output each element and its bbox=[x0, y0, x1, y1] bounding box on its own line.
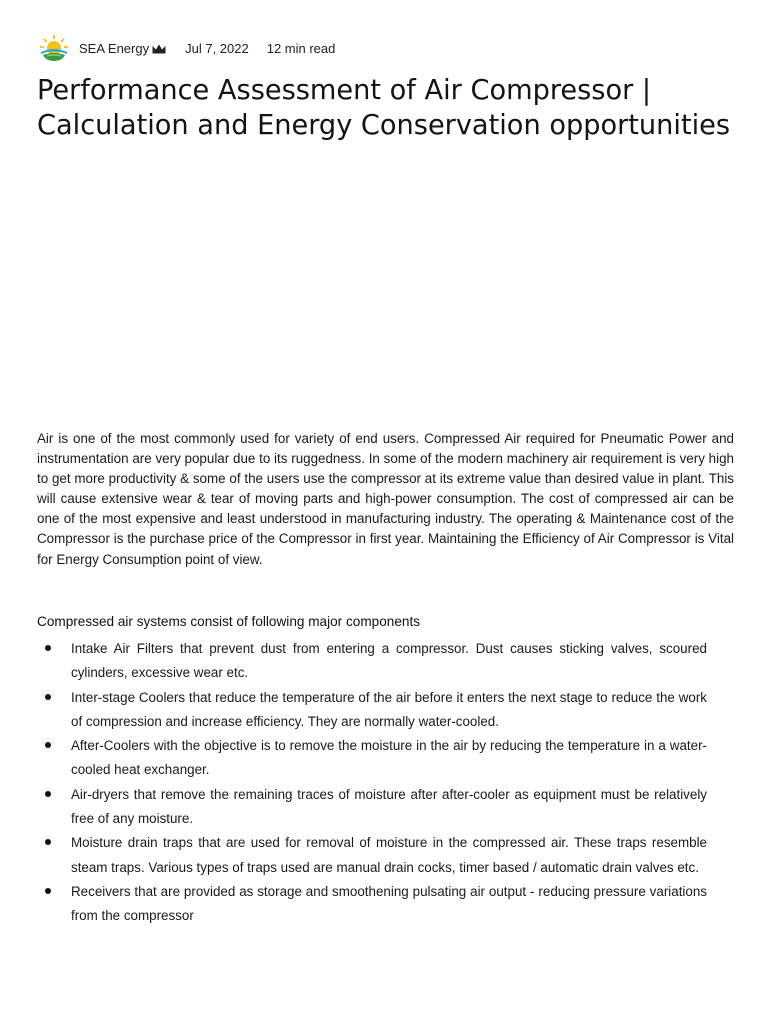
list-item-text: Moisture drain traps that are used for removal of moisture in the compressed air. These traps resemble steam traps. Various types of traps used are manual drain cocks, timer based / automatic drain valves etc. bbox=[71, 835, 707, 875]
bullet-icon bbox=[45, 888, 51, 894]
bullet-icon bbox=[45, 742, 51, 748]
list-item-text: Inter-stage Coolers that reduce the temperature of the air before it enters the next stage to reduce the work of compression and increase efficiency. They are normally water-cooled. bbox=[71, 689, 707, 729]
intro-paragraph: Air is one of the most commonly used for variety of end users. Compressed Air required for Pneumatic Power and instrumentation are very popular due to its ruggedness. In some of the modern machinery air requirement is very high to get more productivity & some of the users use the compressor at its extreme value than desired value in plant. This will cause extensive wear & tear of moving parts and high-power consumption. The cost of compressed air can be one of the most expensive and least understood in manufacturing industry. The operating & Maintenance cost of the Compressor is the purchase price of the Compressor in first year. Maintaining the Efficiency of Air Compressor is Vital for Energy Consumption point of view. bbox=[37, 431, 734, 567]
list-item bbox=[37, 880, 707, 929]
list-item-text: Intake Air Filters that prevent dust from entering a compressor. Dust causes sticking valves, scoured cylinders, excessive wear etc. bbox=[71, 641, 707, 681]
bullet-icon bbox=[45, 839, 51, 845]
post-title: Performance Assessment of Air Compressor | Calculation and Energy Conservation opportunities bbox=[37, 75, 731, 141]
author-label: SEA Energy bbox=[79, 40, 150, 56]
list-item bbox=[37, 783, 707, 832]
components-heading: Compressed air systems consist of following major components bbox=[37, 614, 421, 629]
bullet-icon bbox=[45, 791, 51, 797]
author-name[interactable] bbox=[79, 41, 166, 56]
components-list bbox=[37, 637, 707, 929]
bullet-icon bbox=[45, 645, 51, 651]
author-avatar-icon[interactable] bbox=[38, 33, 70, 63]
list-item bbox=[37, 686, 707, 735]
bullet-icon bbox=[45, 694, 51, 700]
post-meta bbox=[38, 33, 335, 63]
read-time: 12 min read bbox=[266, 40, 336, 56]
list-item bbox=[37, 831, 707, 880]
crown-icon bbox=[152, 44, 166, 54]
list-item-text: Receivers that are provided as storage and smoothening pulsating air output - reducing pressure variations from the compressor bbox=[71, 883, 707, 924]
post-date: Jul 7, 2022 bbox=[185, 40, 249, 56]
list-item bbox=[37, 637, 707, 686]
list-item bbox=[37, 734, 707, 783]
list-item-text: Air-dryers that remove the remaining traces of moisture after after-cooler as equipment must be relatively free of any moisture. bbox=[71, 786, 707, 827]
list-item-text: After-Coolers with the objective is to remove the moisture in the air by reducing the temperature in a water-cooled heat exchanger. bbox=[71, 738, 707, 778]
